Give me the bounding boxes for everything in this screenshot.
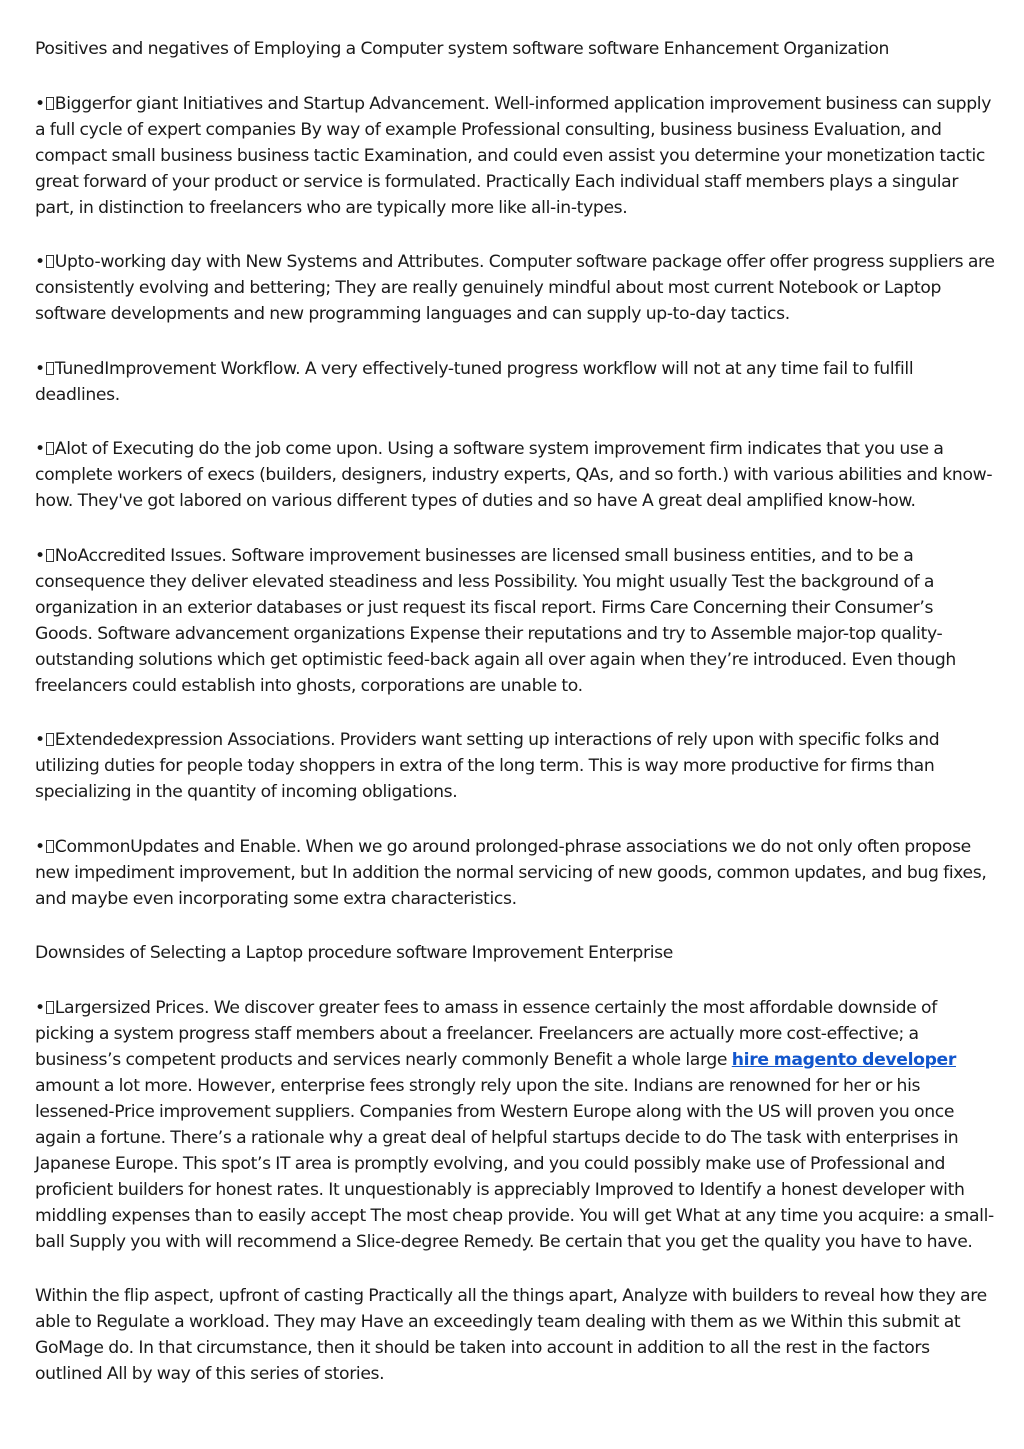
bullet-dot-icon: • <box>35 358 45 379</box>
bullet-text: sized Prices. We discover greater fees to amass in essence certainly the most affordable downside of picking a system progress staff members about a freelancer. Freelancers are actually more cost-effective; a business’s competent products and services nearly commonly Benefit a whole large <box>35 997 937 1070</box>
bullet-dot-icon: • <box>35 252 45 272</box>
bullet-text: for giant Initiatives and Startup Advancement. Well-informed application improvement business can supply a full cycle of expert companies By way of example Professional consulting, business business Evaluation, and compact small business business tactic Examination, and could even assist you determine your monetization tactic great forward of your product or service is formulated. Practically Each individual staff members plays a singular part, in distinction to freelancers who are typically more like all-in-types. <box>35 93 992 218</box>
missing-glyph-icon <box>46 549 54 562</box>
bullet-dot-icon: • <box>35 997 45 1018</box>
list-item-larger <box>35 995 995 1255</box>
bullet-dot-icon: • <box>35 545 45 566</box>
bullet-text: expression Associations. Providers want setting up interactions of rely upon with specific folks and utilizing duties for people today shoppers in extra of the long term. This is way more productive for firms than specializing in the quantity of incoming obligations. <box>35 730 940 802</box>
bullet-dot-icon: • <box>35 93 45 114</box>
heading-positives: Positives and negatives of Employing a Computer system software software Enhancement Organization <box>35 39 890 59</box>
list-item-tuned <box>35 356 995 408</box>
missing-glyph-icon <box>46 255 54 268</box>
list-item-up <box>35 249 995 327</box>
list-item-extended <box>35 727 995 805</box>
bullet-lead-word: A <box>54 439 67 459</box>
bullet-text: Accredited Issues. Software improvement businesses are licensed small business entities, and to be a consequence they deliver elevated steadiness and less Possibility. You might usually Test the background of a organization in an exterior databases or just request its fiscal report. Firms Care Concerning their Consumer’s Goods. Software advancement organizations Expense their reputations and try to Assemble major-top quality-outstanding solutions which get optimistic feed-back again all over again when they’re introduced. Even though freelancers could establish into ghosts, corporations are unable to. <box>35 545 956 696</box>
hire-magento-developer-link[interactable]: hire magento developer <box>731 1049 956 1070</box>
bullet-text: lot of Executing do the job come upon. Using a software system improvement firm indicates that you use a complete workers of execs (builders, designers, industry experts, QAs, and so forth.) with various abilities and know-how. They've got labored on various different types of duties and so have A great deal amplified know-how. <box>35 439 993 511</box>
bullet-text: Improvement Workflow. A very effectively-tuned progress workflow will not at any time fail to fulfill deadlines. <box>35 358 914 405</box>
missing-glyph-icon <box>46 442 54 455</box>
missing-glyph-icon <box>46 362 54 375</box>
list-item-common <box>35 834 995 912</box>
bullet-dot-icon: • <box>35 836 45 857</box>
bullet-dot-icon: • <box>35 730 45 750</box>
missing-glyph-icon <box>46 1001 54 1014</box>
bullet-lead-word: Common <box>54 836 131 857</box>
bullet-lead-word: No <box>54 545 78 566</box>
bullet-lead-word: Tuned <box>54 358 105 379</box>
list-item-a-lot <box>35 436 995 514</box>
missing-glyph-icon <box>46 97 54 110</box>
bullet-lead-word: Bigger <box>54 93 109 114</box>
bullet-text: to-working day with New Systems and Attributes. Computer software package offer offer progress suppliers are consistently evolving and bettering; They are really genuinely mindful about most current Notebook or Laptop software developments and new programming languages and can supply up-to-day tactics. <box>35 252 995 324</box>
bullet-lead-word: Up <box>54 252 78 272</box>
bullet-dot-icon: • <box>35 439 45 459</box>
bullet-text-continued: amount a lot more. However, enterprise fees strongly rely upon the site. Indians are renowned for her or his lessened-Price improvement suppliers. Companies from Western Europe along with the US will proven you once again a fortune. There’s a rationale why a great deal of helpful startups decide to do The task with enterprises in Japanese Europe. This spot’s IT area is promptly evolving, and you could possibly make use of Professional and proficient builders for honest rates. It unquestionably is appreciably Improved to Identify a honest developer with middling expenses than to easily accept The most cheap provide. You will get What at any time you acquire: a small-ball Supply you with will recommend a Slice-degree Remedy. Be certain that you get the quality you have to have. <box>35 1075 994 1252</box>
bullet-lead-word: Larger <box>54 997 109 1018</box>
missing-glyph-icon <box>46 840 54 853</box>
list-item-bigger <box>35 91 995 221</box>
bullet-lead-word: Extended <box>54 730 134 750</box>
closing-paragraph: Within the flip aspect, upfront of casting Practically all the things apart, Analyze with builders to reveal how they are able to Regulate a workload. They may Have an exceedingly team dealing with them as we Within this submit at GoMage do. In that circumstance, then it should be taken into account in addition to all the rest in the factors outlined All by way of this series of stories. <box>35 1286 987 1384</box>
list-item-no <box>35 543 995 699</box>
missing-glyph-icon <box>46 733 54 746</box>
document-page <box>35 36 995 1416</box>
bullet-text: Updates and Enable. When we go around prolonged-phrase associations we do not only often propose new impediment improvement, but In addition the normal servicing of new goods, common updates, and bug fixes, and maybe even incorporating some extra characteristics. <box>35 836 987 909</box>
heading-downsides: Downsides of Selecting a Laptop procedure software Improvement Enterprise <box>35 943 673 963</box>
